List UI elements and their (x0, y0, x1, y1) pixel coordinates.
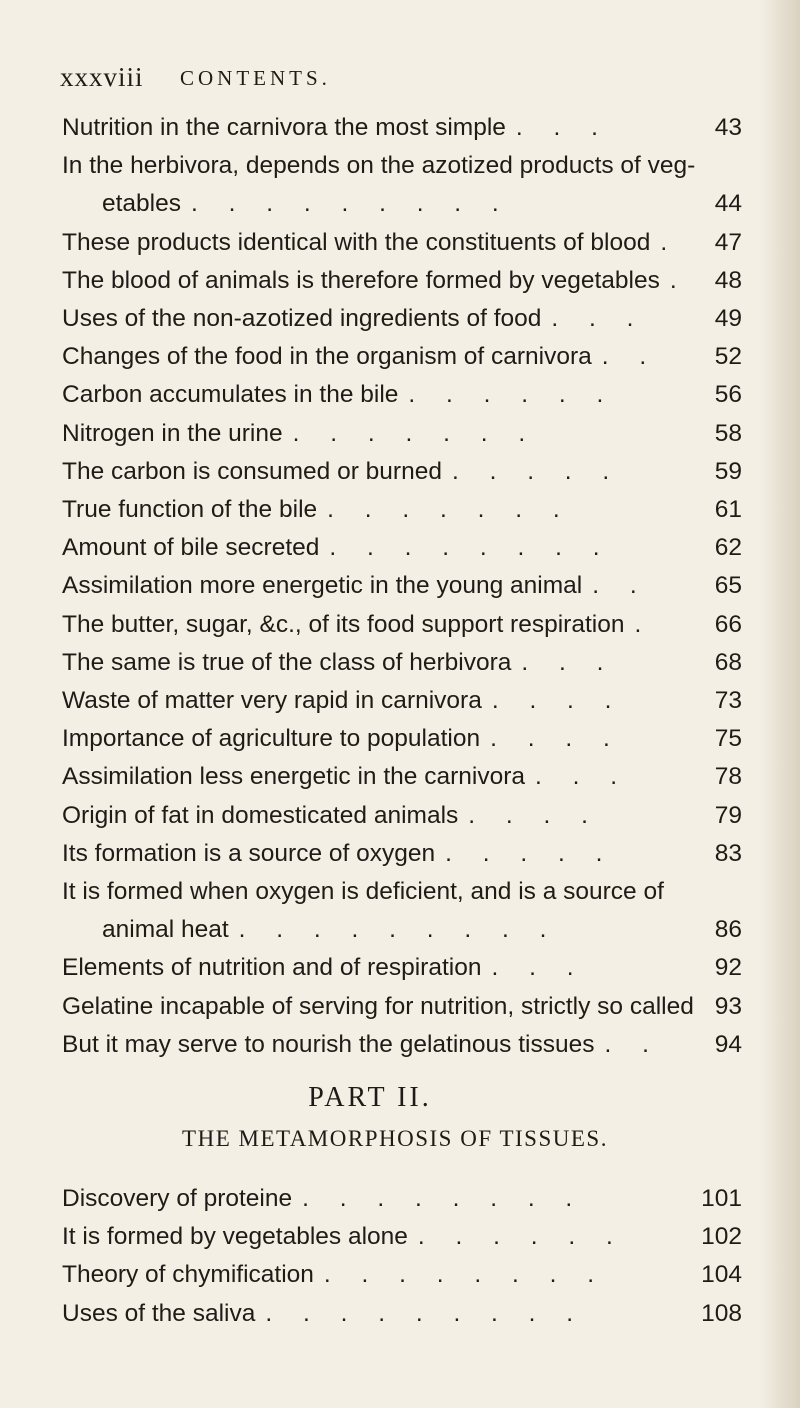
toc-entry-title: Waste of matter very rapid in carnivora (62, 687, 482, 715)
toc-page-number: 66 (714, 610, 742, 638)
toc-entry (62, 644, 742, 682)
toc-entry-title: The same is true of the class of herbivora (62, 648, 512, 676)
toc-leader-dots: . . . . . (451, 457, 622, 485)
toc-entry (62, 949, 742, 987)
toc-entry-title: The carbon is consumed or burned (62, 457, 442, 485)
toc-page-number: 101 (701, 1185, 742, 1212)
toc-leader-dots: . . . (535, 763, 630, 791)
toc-entry (62, 988, 742, 1026)
toc-entry (62, 224, 742, 262)
toc-page-number: 65 (714, 572, 742, 600)
contents-list-part-2 (62, 1180, 742, 1333)
toc-entry-continuation (62, 185, 742, 223)
toc-entry-title: Changes of the food in the organism of carnivora (62, 343, 592, 371)
toc-page-number: 104 (701, 1261, 742, 1289)
toc-entry (62, 1026, 742, 1064)
toc-entry (62, 1295, 742, 1333)
toc-page-number: 73 (714, 687, 742, 715)
toc-entry-title: Amount of bile secreted (62, 534, 320, 562)
toc-leader-dots: . . . . . . . . . (238, 916, 559, 944)
toc-entry (62, 109, 742, 147)
toc-entry-title: Elements of nutrition and of respiration (62, 954, 482, 982)
toc-entry-title: Assimilation more energetic in the young animal (62, 572, 583, 600)
toc-leader-dots: . . . . . . (408, 381, 616, 409)
toc-entry (62, 1256, 742, 1294)
toc-leader-dots: . . . . (491, 687, 624, 715)
toc-entry-title: It is formed by vegetables alone (62, 1223, 408, 1251)
toc-entry-title: Gelatine incapable of serving for nutrition, strictly so called (62, 992, 694, 1020)
toc-entry-title: Importance of agriculture to population (62, 725, 481, 753)
toc-entry (62, 147, 742, 223)
toc-leader-dots: . . . (515, 114, 610, 141)
toc-entry-title: Its formation is a source of oxygen (62, 839, 436, 867)
toc-entry-continuation-text: etables (102, 190, 182, 218)
toc-entry (62, 758, 742, 796)
toc-entry-continuation (62, 911, 742, 949)
toc-entry-title: Assimilation less energetic in the carnivora (62, 763, 525, 791)
toc-entry-title: Nitrogen in the urine (62, 419, 283, 447)
toc-entry-title: Uses of the non-azotized ingredients of food (62, 305, 542, 333)
toc-leader-dots: . (660, 228, 680, 256)
toc-entry (62, 491, 742, 529)
toc-leader-dots: . . . . (468, 801, 600, 829)
toc-entry-title: But it may serve to nourish the gelatinous tissues (62, 1030, 595, 1058)
toc-page-number: 49 (714, 305, 742, 333)
toc-page-number: 58 (714, 419, 742, 447)
part-subtitle: THE METAMORPHOSIS OF TISSUES. (182, 1126, 608, 1151)
toc-entry (62, 682, 742, 720)
toc-leader-dots: . . (601, 343, 659, 371)
toc-leader-dots: . . . . (490, 725, 622, 753)
toc-page-number: 52 (714, 343, 742, 371)
toc-page-number: 56 (714, 381, 742, 409)
running-title: CONTENTS. (180, 66, 331, 90)
toc-entry (62, 262, 742, 300)
part-heading (0, 1082, 800, 1152)
toc-entry-title: Uses of the saliva (62, 1299, 256, 1327)
toc-leader-dots: . . . (551, 305, 646, 333)
toc-entry-title: True function of the bile (62, 496, 318, 524)
toc-entry-title: Nutrition in the carnivora the most simple (62, 114, 506, 141)
toc-leader-dots: . . . . . . . . (323, 1261, 607, 1289)
toc-entry (62, 1180, 742, 1218)
toc-page-number: 47 (714, 228, 742, 256)
toc-page-number: 83 (714, 839, 742, 867)
toc-leader-dots: . . . . . . . . (302, 1185, 585, 1212)
page-edge-shadow (760, 0, 800, 1408)
toc-page-number: 86 (714, 916, 742, 944)
toc-page-number: 92 (714, 954, 742, 982)
toc-entry-continuation-text: animal heat (102, 916, 229, 944)
toc-leader-dots: . . . (491, 954, 586, 982)
toc-page-number: 44 (714, 190, 742, 218)
toc-entry-title: It is formed when oxygen is deficient, and is a source of (62, 878, 664, 906)
toc-entry (62, 453, 742, 491)
toc-page-number: 93 (714, 992, 742, 1020)
toc-entry (62, 567, 742, 605)
toc-leader-dots: . . . . . . . (292, 419, 538, 447)
toc-entry-title: Theory of chymification (62, 1261, 314, 1289)
toc-entry (62, 1218, 742, 1256)
toc-entry (62, 720, 742, 758)
toc-page-number: 48 (714, 266, 742, 294)
toc-entry (62, 606, 742, 644)
toc-entry (62, 529, 742, 567)
toc-leader-dots: . (669, 266, 689, 294)
toc-page-number: 59 (714, 457, 742, 485)
toc-leader-dots: . . . . . (445, 839, 615, 867)
toc-entry (62, 415, 742, 453)
toc-leader-dots: . . (592, 572, 649, 600)
toc-page-number: 79 (714, 801, 742, 829)
toc-page-number: 102 (701, 1223, 742, 1251)
toc-entry-title: The blood of animals is therefore formed by vegetables (62, 266, 660, 294)
part-label: PART II. (308, 1082, 432, 1113)
toc-entry-title: These products identical with the constituents of blood (62, 228, 651, 256)
page-folio: xxxviii (60, 62, 144, 92)
toc-page-number: 78 (714, 763, 742, 791)
toc-leader-dots: . . . (521, 648, 616, 676)
toc-leader-dots: . (634, 610, 654, 638)
toc-leader-dots: . . . . . . . . (329, 534, 612, 562)
toc-leader-dots: . . . . . . . . . (191, 190, 511, 218)
toc-leader-dots: . . (604, 1030, 661, 1058)
toc-entry (62, 873, 742, 949)
toc-entry (62, 376, 742, 414)
toc-page-number: 61 (714, 496, 742, 524)
toc-page-number: 43 (714, 114, 742, 141)
toc-leader-dots: . . . . . . . (327, 496, 572, 524)
toc-page-number: 108 (701, 1299, 742, 1327)
toc-leader-dots: . . . . . . (417, 1223, 625, 1251)
toc-entry-title: Discovery of proteine (62, 1185, 293, 1212)
toc-entry-title: The butter, sugar, &c., of its food support respiration (62, 610, 625, 638)
toc-entry-title: In the herbivora, depends on the azotized products of veg- (62, 152, 696, 180)
toc-entry-title: Carbon accumulates in the bile (62, 381, 399, 409)
toc-page-number: 94 (714, 1030, 742, 1058)
toc-entry (62, 797, 742, 835)
toc-entry (62, 835, 742, 873)
contents-list (62, 109, 742, 1064)
running-head (60, 62, 760, 98)
toc-page-number: 62 (714, 534, 742, 562)
toc-page-number: 68 (714, 648, 742, 676)
toc-leader-dots: . . . . . . . . . (265, 1299, 586, 1327)
toc-page-number: 75 (714, 725, 742, 753)
toc-entry (62, 338, 742, 376)
toc-entry (62, 300, 742, 338)
toc-entry-title: Origin of fat in domesticated animals (62, 801, 459, 829)
